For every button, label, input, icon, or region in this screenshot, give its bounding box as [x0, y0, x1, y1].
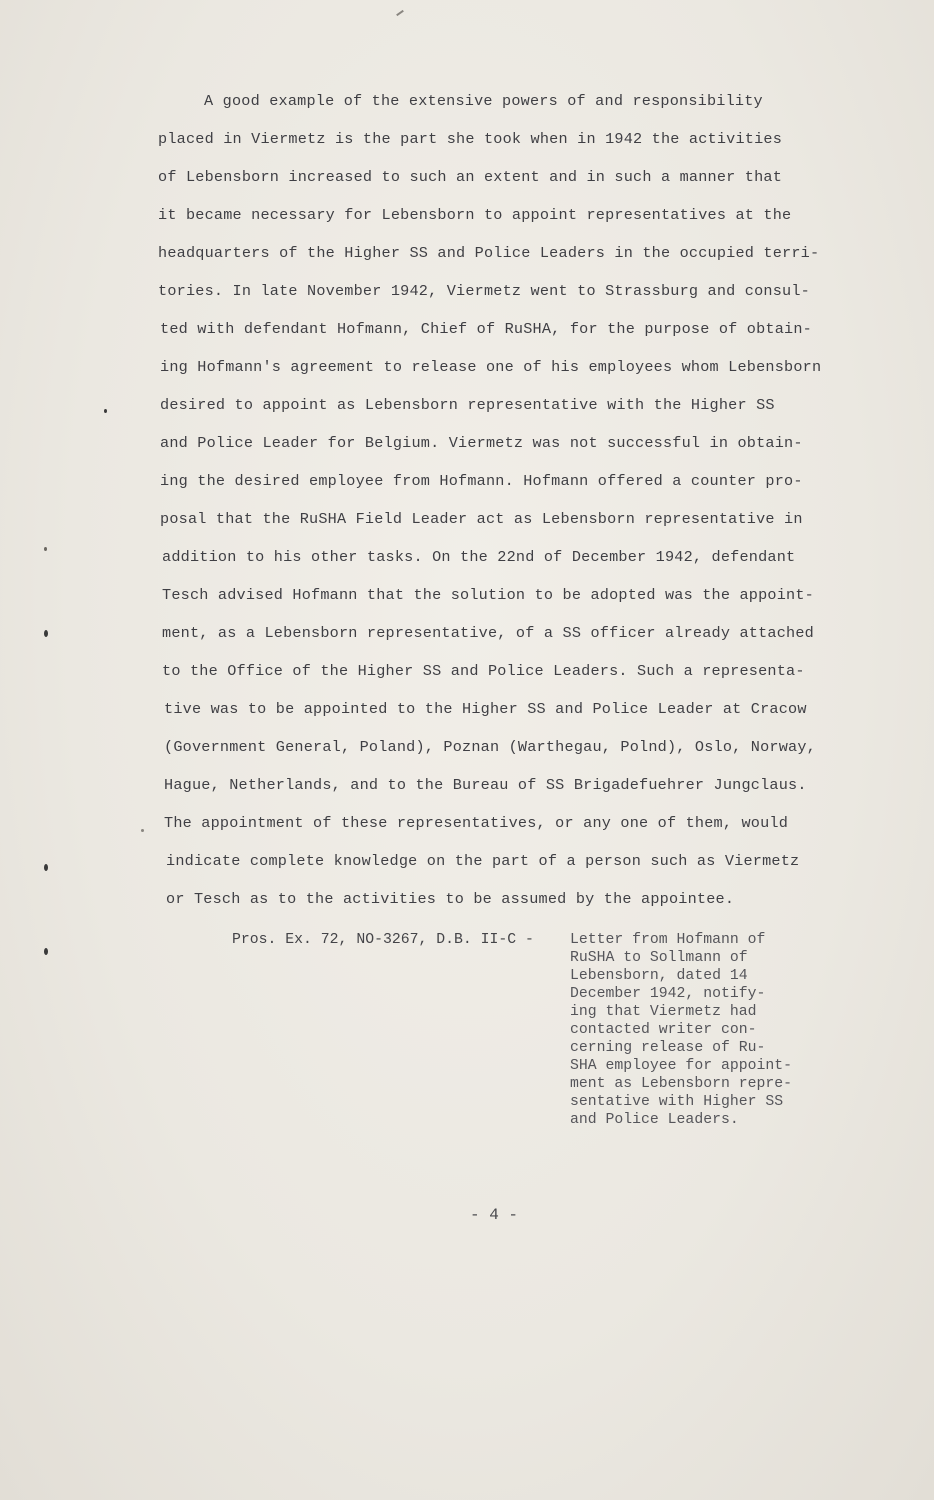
description-line: Lebensborn, dated 14: [570, 968, 748, 984]
margin-mark: [141, 829, 144, 832]
description-line: ing that Viermetz had: [570, 1004, 757, 1020]
page-number: - 4 -: [470, 1206, 519, 1224]
margin-mark: [44, 948, 48, 955]
paragraph-line: and Police Leader for Belgium. Viermetz was not successful in obtain-: [160, 434, 803, 452]
description-line: SHA employee for appoint-: [570, 1058, 792, 1074]
margin-mark: [44, 864, 48, 871]
paragraph-line: of Lebensborn increased to such an extent and in such a manner that: [158, 168, 783, 186]
paragraph-line: A good example of the extensive powers of and responsibility: [204, 92, 763, 110]
paragraph-line: indicate complete knowledge on the part of a person such as Viermetz: [166, 852, 800, 870]
description-line: and Police Leaders.: [570, 1112, 739, 1128]
paragraph-line: The appointment of these representatives, or any one of them, would: [164, 814, 789, 832]
description-line: RuSHA to Sollmann of: [570, 950, 748, 966]
description-line: cerning release of Ru-: [570, 1040, 766, 1056]
paragraph-line: or Tesch as to the activities to be assumed by the appointee.: [166, 890, 735, 908]
description-line: ment as Lebensborn repre-: [570, 1076, 792, 1092]
paragraph-line: ment, as a Lebensborn representative, of a SS officer already attached: [162, 624, 814, 642]
margin-mark: [104, 409, 107, 413]
paragraph-line: to the Office of the Higher SS and Police Leaders. Such a representa-: [162, 662, 805, 680]
paragraph-line: desired to appoint as Lebensborn representative with the Higher SS: [160, 396, 775, 414]
margin-mark: [44, 547, 47, 551]
ink-tick: [396, 10, 404, 16]
paragraph-line: tive was to be appointed to the Higher SS and Police Leader at Cracow: [164, 700, 807, 718]
paragraph-line: ing Hofmann's agreement to release one of his employees whom Lebensborn: [160, 358, 822, 376]
paragraph-line: (Government General, Poland), Poznan (Warthegau, Polnd), Oslo, Norway,: [164, 738, 816, 756]
description-line: contacted writer con-: [570, 1022, 757, 1038]
description-line: Letter from Hofmann of: [570, 932, 766, 948]
description-line: December 1942, notify-: [570, 986, 766, 1002]
paragraph-line: Hague, Netherlands, and to the Bureau of SS Brigadefuehrer Jungclaus.: [164, 776, 807, 794]
paragraph-line: Tesch advised Hofmann that the solution to be adopted was the appoint-: [162, 586, 814, 604]
paragraph-line: headquarters of the Higher SS and Police Leaders in the occupied terri-: [158, 244, 820, 262]
paragraph-line: placed in Viermetz is the part she took when in 1942 the activities: [158, 130, 783, 148]
paragraph-line: it became necessary for Lebensborn to appoint representatives at the: [158, 206, 792, 224]
paragraph-line: ted with defendant Hofmann, Chief of RuSHA, for the purpose of obtain-: [160, 320, 812, 338]
description-line: sentative with Higher SS: [570, 1094, 784, 1110]
paragraph-line: addition to his other tasks. On the 22nd of December 1942, defendant: [162, 548, 796, 566]
paragraph-line: ing the desired employee from Hofmann. Hofmann offered a counter pro-: [160, 472, 803, 490]
margin-mark: [44, 630, 48, 637]
paragraph-line: posal that the RuSHA Field Leader act as Lebensborn representative in: [160, 510, 803, 528]
exhibit-citation: Pros. Ex. 72, NO-3267, D.B. II-C -: [232, 932, 534, 948]
paragraph-line: tories. In late November 1942, Viermetz went to Strassburg and consul-: [158, 282, 810, 300]
